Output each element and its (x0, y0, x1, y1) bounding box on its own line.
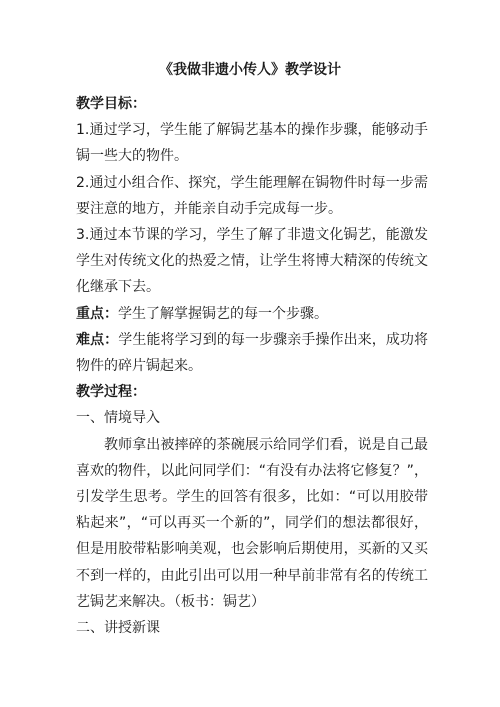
key-point (76, 301, 428, 327)
document-body (76, 91, 428, 641)
key-point-text: 学生了解掌握锔艺的每一个步骤。 (118, 305, 328, 322)
objective-item-3: 3.通过本节课的学习，学生了解了非遗文化锔艺，能激发学生对传统文化的热爱之情，让学生将博大精深的传统文化继承下去。 (76, 227, 428, 296)
section-1-heading: 一、情境导入 (76, 410, 160, 427)
objectives-heading: 教学目标： (76, 96, 146, 112)
objective-item-1: 1.通过学习，学生能了解锔艺基本的操作步骤，能够动手锔一些大的物件。 (76, 122, 428, 165)
difficult-point-label: 难点： (76, 331, 119, 348)
difficult-point (76, 327, 428, 379)
process-heading: 教学过程： (76, 384, 146, 401)
document-title: 《我做非遗小传人》教学设计 (159, 62, 341, 78)
objective-item-2: 2.通过小组合作、探究，学生能理解在锔物件时每一步需要注意的地方，并能亲自动手完成每一步。 (76, 174, 428, 217)
difficult-point-text: 学生能将学习到的每一步骤亲手操作出来，成功将物件的碎片锔起来。 (76, 331, 428, 375)
section-1-paragraph: 教师拿出被摔碎的茶碗展示给同学们看，说是自己最喜欢的物件，以此问同学们：“有没有办法将它修复？”，引发学生思考。学生的回答有很多，比如：“可以用胶带粘起来”，“可以再买一个新的”，同学们的想法都很好，但是用胶带粘影响美观，也会影响后期使用，买新的又买不到一样的，由此引出可以用一种早前非常有名的传统工艺锔艺来解决。（板书：锔艺） (76, 436, 428, 610)
key-point-label: 重点： (76, 305, 118, 322)
section-2-heading: 二、讲授新课 (76, 620, 160, 637)
